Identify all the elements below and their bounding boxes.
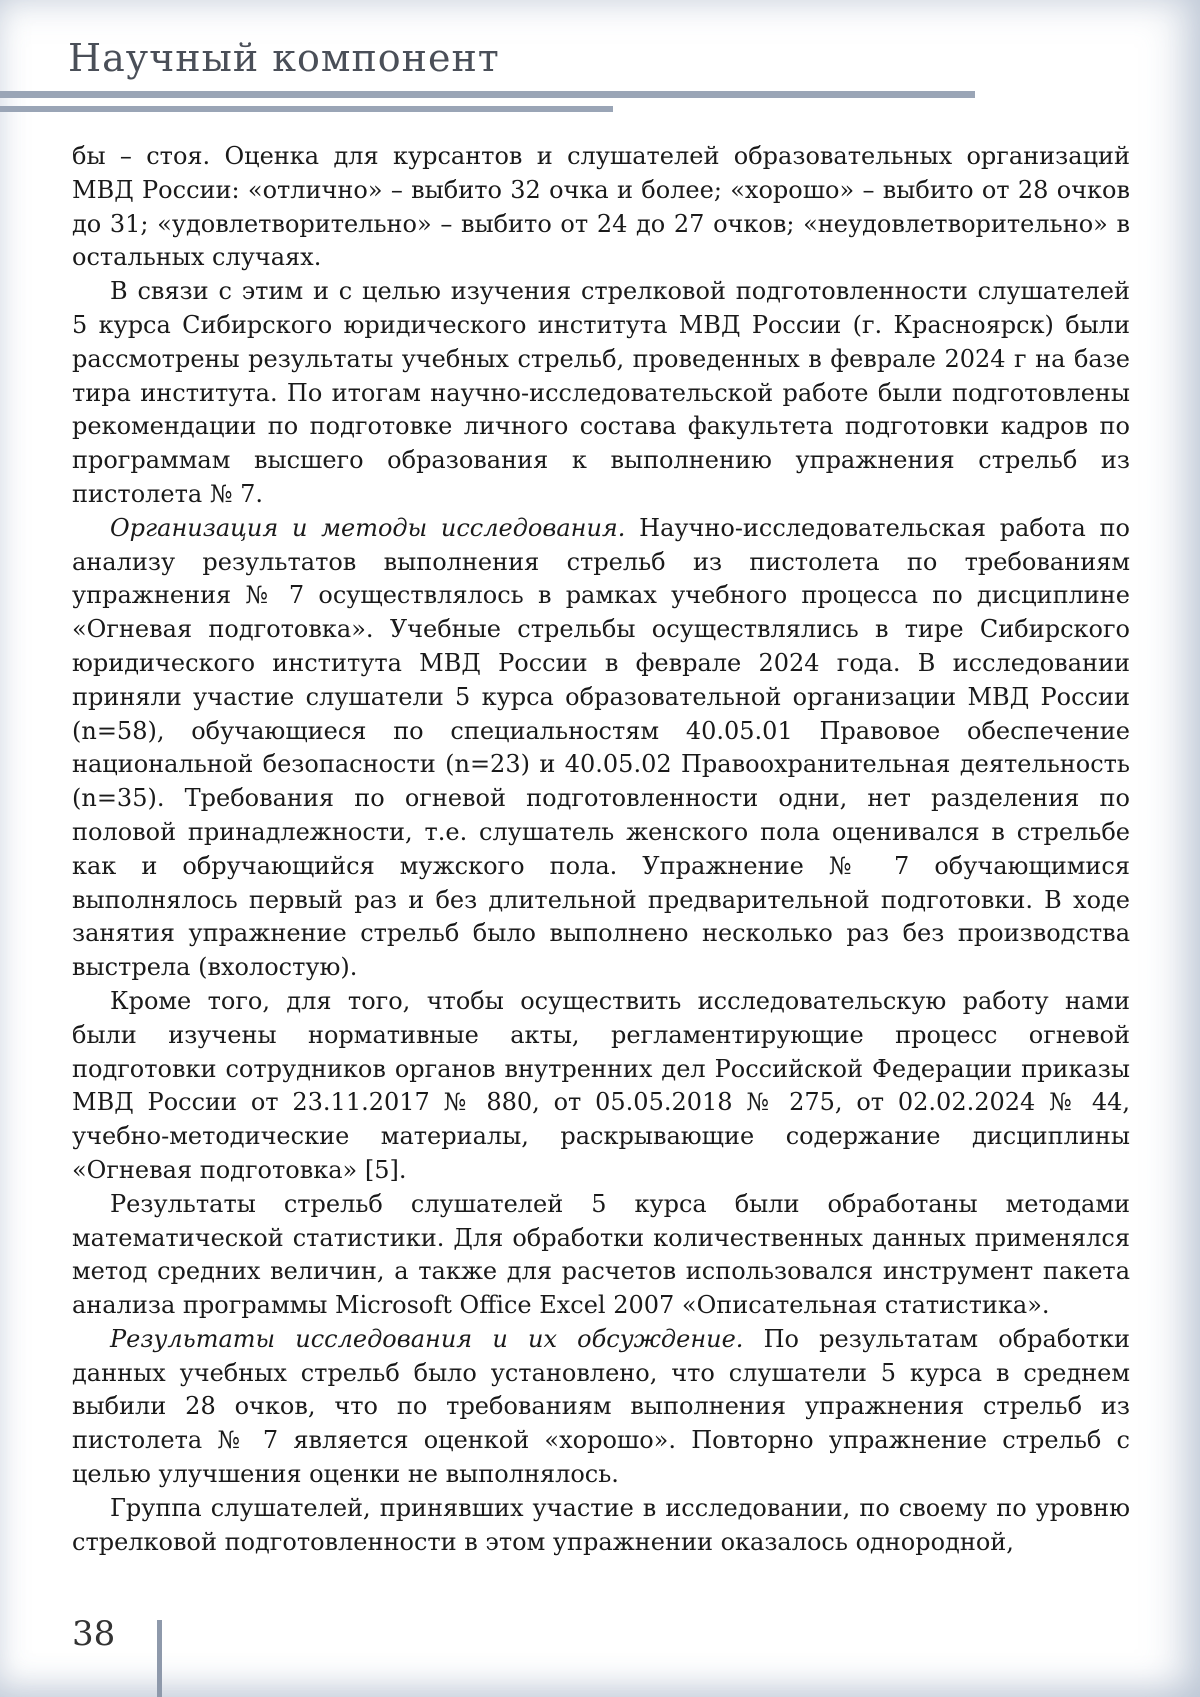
page-number: 38 <box>72 1614 116 1654</box>
paragraph-2: В связи с этим и с целью изучения стрелковой подготовленности слушателей 5 курса Сибирского юридического института МВД России (г. Красноярск) были рассмотрены результаты учебных стрельб, проведенных в феврале 2024 г на базе тира института. По итогам научно-исследовательской работе были подготовлены рекомендации по подготовке личного состава факультета подготовки кадров по программам высшего образования к выполнению упражнения стрельб из пистолета № 7. <box>72 277 1130 508</box>
body-text <box>72 140 1130 1559</box>
running-head: Научный компонент <box>68 36 500 80</box>
paragraph-1: бы – стоя. Оценка для курсантов и слушателей образовательных организаций МВД России: «отлично» – выбито 32 очка и более; «хорошо» – выбито от 28 очков до 31; «удовлетворительно» – выбито от 24 до 27 очков; «неудовлетворительно» в остальных случаях. <box>72 142 1130 272</box>
section-lead-in-methods: Организация и методы исследования. <box>110 513 626 542</box>
paragraph-5: Результаты стрельб слушателей 5 курса были обработаны методами математической статистики. Для обработки количественных данных применялся метод средних величин, а также для расчетов использовался инструмент пакета анализа программы Microsoft Office Excel 2007 «Описательная статистика». <box>72 1189 1130 1320</box>
paragraph-6-text: По результатам обработки данных учебных стрельб было установлено, что слушатели 5 курса в среднем выбили 28 очков, что по требованиям выполнения упражнения стрельб из пистолета № 7 является оценкой «хорошо». Повторно упражнение стрельб с целью улучшения оценки не выполнялось. <box>72 1324 1131 1489</box>
paragraph-3-text: Научно-исследовательская работа по анализу результатов выполнения стрельб из пистолета по требованиям упражнения № 7 осуществлялось в рамках учебного процесса по дисциплине «Огневая подготовка». Учебные стрельбы осуществлялись в тире Сибирского юридического института МВД России в феврале 2024 года. В исследовании приняли участие слушатели 5 курса образовательной организации МВД России (n=58), обучающиеся по специальностям 40.05.01 Правовое обеспечение национальной безопасности (n=23) и 40.05.02 Правоохранительная деятельность (n=35). Требования по огневой подготовленности одни, нет разделения по половой принадлежности, т.е. слушатель женского пола оценивался в стрельбе как и обручающийся мужского пола. Упражнение № 7 обучающимися выполнялось первый раз и без длительной предварительной подготовки. В ходе занятия упражнение стрельб было выполнено несколько раз без производства выстрела (вхолостую). <box>72 513 1130 982</box>
page-number-bar <box>157 1620 162 1697</box>
paragraph-4: Кроме того, для того, чтобы осуществить исследовательскую работу нами были изучены нормативные акты, регламентирующие процесс огневой подготовки сотрудников органов внутренних дел Российской Федерации приказы МВД России от 23.11.2017 № 880, от 05.05.2018 № 275, от 02.02.2024 № 44, учебно-методические материалы, раскрывающие содержание дисциплины «Огневая подготовка» [5]. <box>72 986 1130 1184</box>
paragraph-3 <box>72 512 1130 985</box>
header-rule-short <box>0 106 613 112</box>
section-lead-in-results: Результаты исследования и их обсуждение. <box>110 1324 744 1353</box>
header-rule-long <box>0 91 975 98</box>
paragraph-6 <box>72 1323 1130 1492</box>
paragraph-7: Группа слушателей, принявших участие в исследовании, по своему по уровню стрелковой подготовленности в этом упражнении оказалось однородной, <box>72 1493 1130 1556</box>
